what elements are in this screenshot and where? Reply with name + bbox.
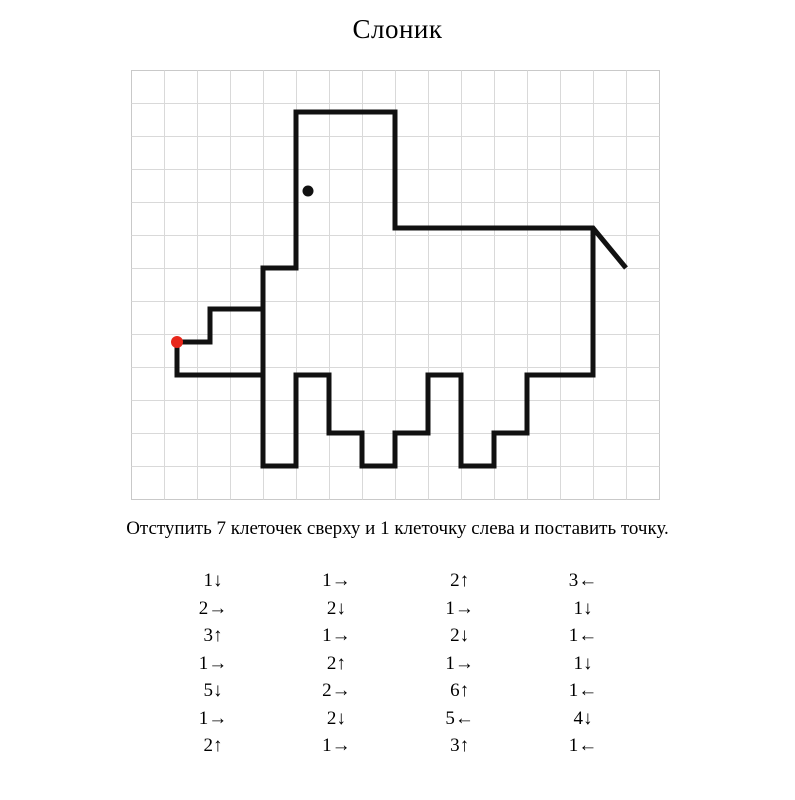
- instruction-caption: Отступить 7 клеточек сверху и 1 клеточку слева и поставить точку.: [126, 518, 669, 539]
- step-item: 1→: [322, 570, 351, 591]
- step-item: 2↓: [326, 597, 346, 619]
- steps-column-3: [410, 567, 510, 760]
- step-item: 6↑: [450, 680, 470, 701]
- page-title: Слоник: [352, 14, 443, 44]
- step-item: 1→: [322, 625, 351, 646]
- step-item: 2↑: [450, 570, 470, 591]
- step-item: 2↑: [326, 652, 346, 674]
- step-item: 1→: [322, 735, 351, 756]
- step-item: 1→: [198, 707, 228, 729]
- step-item: 5←: [445, 707, 474, 729]
- step-item: 1←: [568, 680, 598, 701]
- steps-column-2: [286, 567, 386, 760]
- step-item: 5↓: [203, 680, 223, 701]
- step-item: 3←: [568, 570, 598, 591]
- step-item: 3↑: [450, 735, 470, 756]
- steps-column-1: [163, 567, 263, 760]
- red-dot-start-icon: [171, 336, 183, 348]
- step-item: 2↓: [450, 625, 470, 646]
- steps-columns: [163, 567, 633, 760]
- step-item: 3↑: [203, 625, 223, 646]
- step-item: 1↓: [573, 652, 593, 674]
- graph-paper-figure: [131, 70, 665, 507]
- elephant-drawing-svg: [131, 70, 665, 507]
- step-item: 2↑: [203, 735, 223, 756]
- step-item: 2↓: [326, 707, 346, 729]
- step-item: 1→: [445, 597, 474, 619]
- step-item: 1←: [568, 625, 598, 646]
- step-item: 2→: [198, 597, 228, 619]
- step-item: 1→: [445, 652, 474, 674]
- step-item: 1↓: [203, 570, 223, 591]
- step-item: 1↓: [573, 597, 593, 619]
- step-item: 1←: [568, 735, 598, 756]
- steps-column-4: [533, 567, 633, 760]
- black-dot-eye-icon: [303, 186, 314, 197]
- step-item: 1→: [198, 652, 228, 674]
- step-item: 4↓: [573, 707, 593, 729]
- step-item: 2→: [322, 680, 351, 701]
